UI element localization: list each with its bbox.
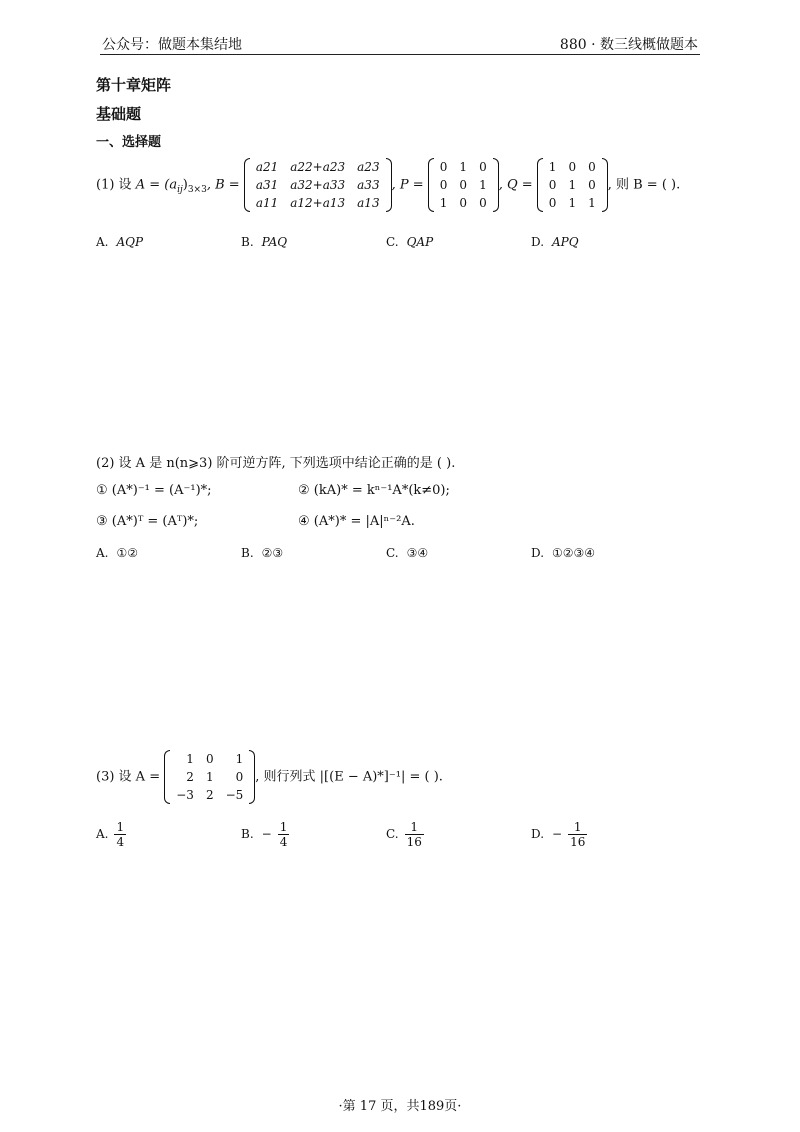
option-label: A.	[96, 235, 109, 249]
section-title: 基础题	[96, 105, 142, 123]
q2-item-1: ① (A*)⁻¹ = (A⁻¹)*;	[96, 483, 212, 498]
matrix-p-cell: 0	[459, 196, 468, 210]
matrix-a-cell: 2	[205, 788, 214, 802]
q1-a-def: A = (a	[135, 177, 178, 193]
matrix-q-cell: 0	[548, 178, 557, 192]
q1-option-d[interactable]	[531, 235, 579, 249]
matrix-p-cell: 1	[479, 178, 487, 192]
option-value: ①②	[116, 546, 138, 560]
matrix-b-cell: a22+a23	[290, 160, 346, 174]
option-sign: −	[261, 827, 272, 841]
chapter-title: 第十章矩阵	[96, 76, 172, 94]
matrix-a-cell: −5	[225, 788, 244, 802]
matrix-p-cell: 1	[439, 196, 448, 210]
q3-option-d[interactable]	[531, 820, 587, 849]
question-2-options	[96, 546, 696, 566]
fraction-denominator: 16	[406, 835, 422, 849]
option-label: B.	[241, 546, 254, 560]
option-label: B.	[241, 235, 254, 249]
option-label: D.	[531, 827, 545, 841]
option-value: PAQ	[261, 235, 288, 249]
matrix-a-cell: 0	[205, 752, 214, 766]
matrix-a-cell: 2	[186, 770, 194, 784]
matrix-b-cell: a31	[255, 178, 279, 192]
matrix-p	[428, 158, 499, 212]
matrix-q-cell: 0	[588, 160, 596, 174]
q2-option-c[interactable]	[386, 546, 428, 560]
fraction-numerator: 1	[279, 820, 288, 834]
page-header	[100, 34, 700, 55]
matrix-p-cell: 0	[479, 196, 487, 210]
fraction-denominator: 4	[116, 835, 125, 849]
q3-option-a[interactable]	[96, 820, 126, 849]
option-label: A.	[96, 546, 109, 560]
option-value: ②③	[261, 546, 284, 560]
matrix-b-cell: a32+a33	[290, 178, 346, 192]
matrix-q	[537, 158, 608, 212]
option-label: A.	[96, 827, 109, 841]
q3-option-c[interactable]	[386, 820, 424, 849]
option-label: C.	[386, 546, 399, 560]
matrix-q-cell: 0	[548, 196, 557, 210]
question-2-stem: (2) 设 A 是 n(n⩾3) 阶可逆方阵, 下列选项中结论正确的是 ( ).	[96, 456, 456, 471]
option-label: B.	[241, 827, 254, 841]
matrix-q-cell: 1	[588, 196, 596, 210]
matrix-b-cell: a13	[357, 196, 380, 210]
matrix-b	[244, 158, 392, 212]
fraction-numerator: 1	[405, 820, 424, 835]
fraction-denominator: 16	[570, 835, 586, 849]
q1-prefix: (1) 设	[96, 177, 132, 193]
q1-option-a[interactable]	[96, 235, 143, 249]
q1-option-c[interactable]	[386, 235, 433, 249]
q1-a-close: )	[182, 177, 188, 193]
q2-item-2: ② (kA)* = kⁿ⁻¹A*(k≠0);	[298, 483, 450, 498]
matrix-a-cell: 0	[235, 770, 244, 784]
fraction-denominator: 4	[279, 835, 288, 849]
question-1-options	[96, 235, 696, 255]
question-1-stem	[96, 158, 680, 212]
q2-item-row-2	[96, 514, 415, 529]
header-left-text: 公众号：做题本集结地	[102, 37, 242, 53]
q2-option-a[interactable]	[96, 546, 138, 560]
matrix-q-cell: 0	[568, 160, 577, 174]
option-fraction	[405, 820, 424, 849]
q1-a-sub: ij	[177, 185, 183, 196]
q1-option-b[interactable]	[241, 235, 287, 249]
q3-suffix: , 则行列式 |[(E − A)*]⁻¹| = ( ).	[255, 769, 443, 785]
matrix-a-cell: 1	[205, 770, 214, 784]
option-label: D.	[531, 235, 545, 249]
option-fraction	[114, 820, 126, 849]
q2-option-b[interactable]	[241, 546, 283, 560]
option-fraction	[568, 820, 587, 849]
question-3-stem	[96, 750, 443, 804]
part-title: 一、选择题	[96, 135, 162, 150]
header-right-text: 880 · 数三线概做题本	[559, 37, 698, 53]
q2-item-row-1	[96, 483, 450, 498]
q1-a-size: 3×3	[187, 185, 207, 196]
matrix-b-cell: a11	[255, 196, 279, 210]
fraction-numerator: 1	[568, 820, 587, 835]
matrix-p-cell: 0	[439, 178, 448, 192]
matrix-a	[164, 750, 255, 804]
option-value: ①②③④	[552, 546, 596, 560]
fraction-numerator: 1	[116, 820, 125, 834]
option-fraction	[278, 820, 290, 849]
matrix-b-cell: a12+a13	[290, 196, 346, 210]
q1-b-label: , B =	[206, 177, 240, 193]
q1-q-label: , Q =	[498, 177, 533, 193]
matrix-b-cell: a21	[255, 160, 279, 174]
page-footer: ·第 17 页，共189页·	[338, 1099, 462, 1114]
option-label: D.	[531, 546, 545, 560]
option-value: AQP	[116, 235, 144, 249]
option-label: C.	[386, 235, 399, 249]
q2-item-4: ④ (A*)* = |A|ⁿ⁻²A.	[298, 514, 415, 529]
matrix-q-cell: 1	[548, 160, 557, 174]
option-value: ③④	[406, 546, 429, 560]
q1-p-label: , P =	[391, 177, 424, 193]
matrix-q-cell: 1	[568, 196, 577, 210]
option-label: C.	[386, 827, 399, 841]
matrix-p-cell: 0	[459, 178, 468, 192]
q2-option-d[interactable]	[531, 546, 595, 560]
q1-suffix: , 则 B = ( ).	[607, 177, 681, 193]
option-value: QAP	[406, 235, 434, 249]
q3-prefix: (3) 设 A =	[96, 769, 161, 785]
q2-item-3: ③ (A*)ᵀ = (Aᵀ)*;	[96, 514, 199, 529]
matrix-q-cell: 0	[588, 178, 596, 192]
q3-option-b[interactable]	[241, 820, 289, 849]
matrix-a-cell: −3	[176, 788, 194, 802]
option-value: APQ	[552, 235, 579, 249]
matrix-p-cell: 1	[459, 160, 468, 174]
matrix-a-cell: 1	[235, 752, 244, 766]
matrix-b-cell: a23	[357, 160, 380, 174]
matrix-p-cell: 0	[439, 160, 448, 174]
matrix-a-cell: 1	[186, 752, 194, 766]
option-sign: −	[552, 827, 563, 841]
question-3-options	[96, 820, 696, 856]
matrix-b-cell: a33	[357, 178, 380, 192]
matrix-p-cell: 0	[479, 160, 487, 174]
matrix-q-cell: 1	[568, 178, 577, 192]
